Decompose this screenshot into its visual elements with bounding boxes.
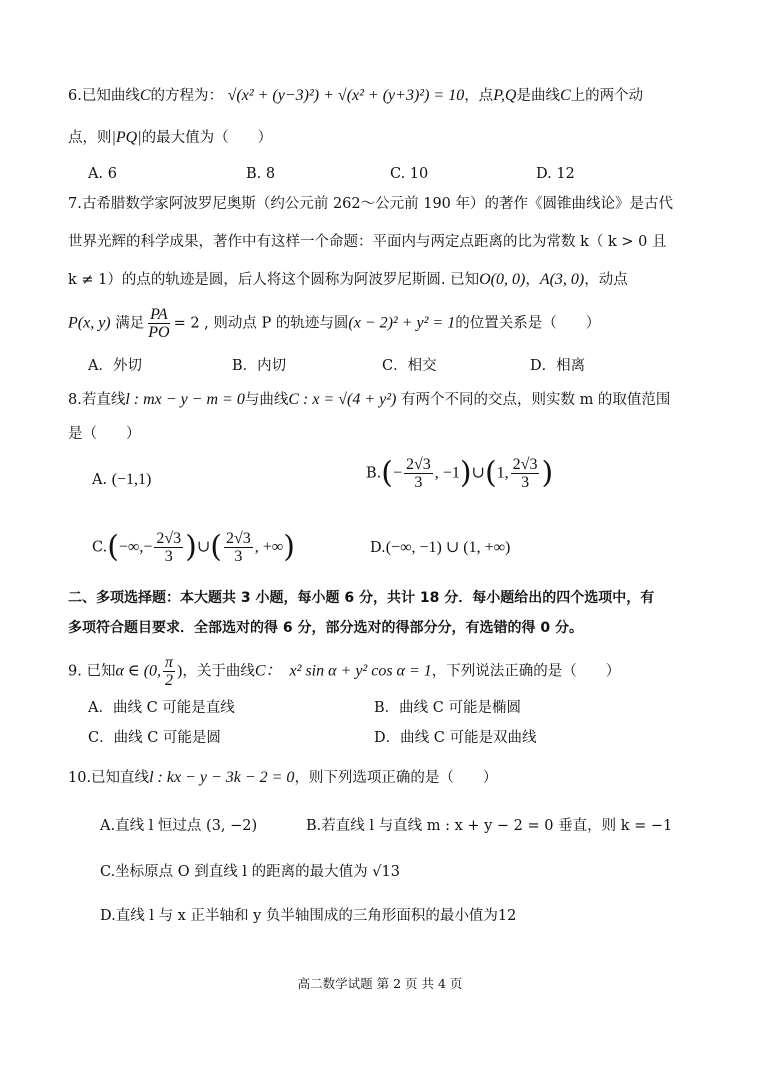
q7-ratio-fraction bbox=[146, 306, 171, 341]
q6-pq-abs: |PQ| bbox=[111, 129, 142, 146]
q8c-den: 3 bbox=[164, 548, 173, 565]
q8-option-b bbox=[366, 456, 553, 491]
q7-point-p: P(x, y) bbox=[68, 314, 111, 332]
q8-paren-close2: ) bbox=[541, 455, 554, 491]
q8-frac-c1 bbox=[154, 530, 183, 565]
q8c-num2: 2√3 bbox=[226, 530, 251, 547]
q8-num: 2√3 bbox=[406, 456, 431, 473]
q7-frac-den: PO bbox=[148, 324, 170, 341]
section2-line1: 二、多项选择题：本大题共 3 小题，每小题 6 分，共计 18 分．每小题给出的四个选项中，有 bbox=[68, 590, 655, 606]
q6-option-a: A. 6 bbox=[88, 166, 117, 182]
q7-line2: 世界光辉的科学成果，著作中有这样一个命题：平面内与两定点距离的比为常数 k（ k > 0 且 bbox=[68, 234, 667, 250]
q8-minus: − bbox=[392, 464, 403, 482]
q6-curve-c: C bbox=[139, 87, 151, 104]
q6-line2 bbox=[68, 128, 272, 148]
q8c-num: 2√3 bbox=[156, 530, 182, 547]
q6-stem-b: 的方程为： bbox=[150, 88, 224, 104]
q8-option-d bbox=[370, 538, 510, 558]
q7-line3-a: k ≠ 1）的点的轨迹是圆，后人将这个圆称为阿波罗尼斯圆. 已知 bbox=[68, 272, 480, 288]
q9-alpha-range-a: α ∈ (0, bbox=[115, 662, 162, 680]
q9-option-d: D．曲线 C 可能是双曲线 bbox=[374, 730, 537, 746]
q9-stem-c: ，下列说法正确的是（ ） bbox=[431, 663, 621, 680]
q7-line4-e: 的位置关系是（ ） bbox=[455, 315, 601, 332]
q10-option-d: D.直线 l 与 x 正半轴和 y 负半轴围成的三角形面积的最小值为12 bbox=[100, 908, 517, 924]
q6-stem: 6.已知曲线 bbox=[68, 88, 140, 104]
q8-comma-neg1: , −1 bbox=[434, 464, 460, 482]
q10-stem-b: ，则下列选项正确的是（ ） bbox=[294, 770, 498, 786]
q8-option-a bbox=[92, 470, 151, 490]
q10-line1 bbox=[68, 768, 497, 788]
q7-line4-c: = 2 , 则动点 P 的轨迹与圆 bbox=[173, 315, 349, 332]
q8-line1-e: 有两个不同的交点，则实数 m 的取值范围 bbox=[396, 392, 671, 408]
q9-curve-eq: C： x² sin α + y² cos α = 1 bbox=[254, 662, 432, 680]
q8-opt-a-label: A. bbox=[92, 472, 108, 488]
q9-option-a: A．曲线 C 可能是直线 bbox=[88, 700, 235, 716]
q8-paren-open: ( bbox=[381, 455, 393, 491]
q8-line-eq: l : mx − y − m = 0 bbox=[125, 391, 245, 408]
q10-line-eq: l : kx − y − 3k − 2 = 0 bbox=[149, 769, 295, 786]
q8c-paren-close: ) bbox=[185, 529, 197, 565]
q8-curve-eq: C : x = √(4 + y²) bbox=[288, 391, 397, 408]
q6-stem-d: 是曲线 bbox=[516, 88, 560, 104]
q6-option-b: B. 8 bbox=[246, 166, 276, 182]
q7-option-a: A．外切 bbox=[88, 358, 142, 374]
q8-line1-c: 与曲线 bbox=[244, 392, 289, 408]
q7-line3 bbox=[68, 270, 628, 290]
q8-opt-d-label: D. bbox=[370, 540, 386, 556]
q8c-neg-inf: −∞, bbox=[118, 538, 144, 556]
q6-line2-a: 点，则 bbox=[68, 130, 112, 146]
q8c-paren-close2: ) bbox=[283, 529, 295, 565]
q9-stem-a: 9. 已知 bbox=[68, 663, 116, 680]
page-footer: 高二数学试题 第 2 页 共 4 页 bbox=[297, 976, 463, 991]
q9-line1 bbox=[68, 654, 620, 689]
q8c-pos-inf: , +∞ bbox=[254, 538, 284, 556]
q8-den2: 3 bbox=[521, 474, 530, 491]
q8c-den2: 3 bbox=[234, 548, 243, 565]
q7-option-b: B．内切 bbox=[232, 358, 287, 374]
q8c-paren-open2: ( bbox=[210, 529, 222, 565]
q8-option-c bbox=[92, 530, 295, 565]
q9-alpha-range-b: ) bbox=[177, 662, 183, 680]
q8-paren-close: ) bbox=[459, 455, 472, 491]
q10-option-c: C.坐标原点 O 到直线 l 的距离的最大值为 √13 bbox=[100, 864, 400, 880]
q10-option-a: A.直线 l 恒过点 (3, −2) bbox=[100, 818, 258, 834]
q8-paren-open2: ( bbox=[484, 455, 497, 491]
q6-stem-c: ，点 bbox=[464, 88, 494, 104]
q7-line3-e: ，动点 bbox=[584, 272, 628, 288]
q8-opt-a-value: (−1,1) bbox=[111, 471, 152, 488]
q6-equation: √(x² + (y−3)²) + √(x² + (y+3)²) = 10 bbox=[227, 87, 465, 104]
q9-option-c: C．曲线 C 可能是圆 bbox=[88, 730, 221, 746]
q8-frac-c2 bbox=[224, 530, 253, 565]
q8-den: 3 bbox=[414, 474, 423, 491]
q7-circle-eq: (x − 2)² + y² = 1 bbox=[348, 314, 456, 332]
q7-frac-num: PA bbox=[150, 306, 168, 323]
q8c-union: ∪ bbox=[196, 538, 211, 556]
q6-option-d: D. 12 bbox=[536, 166, 575, 182]
q8-frac-b1 bbox=[404, 456, 433, 491]
q8c-minus: − bbox=[143, 538, 153, 556]
q7-line4-b: 满足 bbox=[110, 315, 145, 332]
q7-line3-c: ， bbox=[525, 272, 540, 288]
q7-line1: 7.古希腊数学家阿波罗尼奥斯（约公元前 262～公元前 190 年）的著作《圆锥曲线论》是古代 bbox=[68, 196, 674, 212]
q9-pi: π bbox=[165, 654, 174, 671]
q6-points: P,Q bbox=[493, 87, 517, 104]
q9-pi-over-2 bbox=[163, 654, 175, 689]
q6-curve-c2: C bbox=[559, 87, 571, 104]
q6-line1 bbox=[68, 86, 643, 106]
q8-line1-a: 8.若直线 bbox=[68, 392, 126, 408]
section2-line2: 多项符合题目要求．全部选对的得 6 分，部分选对的得部分分，有选错的得 0 分。 bbox=[68, 620, 583, 636]
q8-opt-d-value: (−∞, −1) ∪ (1, +∞) bbox=[385, 539, 511, 556]
q6-option-c: C. 10 bbox=[390, 166, 429, 182]
q9-stem-b: ，关于曲线 bbox=[182, 663, 255, 680]
q8-line2: 是（ ） bbox=[68, 426, 141, 442]
q7-point-o: O(0, 0) bbox=[479, 271, 526, 288]
q8-opt-c-label: C. bbox=[92, 539, 108, 556]
q10-option-b: B.若直线 l 与直线 m : x + y − 2 = 0 垂直，则 k = −1 bbox=[306, 818, 673, 834]
q7-option-c: C．相交 bbox=[382, 358, 437, 374]
q8-num2: 2√3 bbox=[512, 456, 538, 473]
q6-stem-e: 上的两个动 bbox=[570, 88, 644, 104]
q10-stem-a: 10.已知直线 bbox=[68, 770, 150, 786]
q8-opt-b-label: B. bbox=[366, 465, 382, 482]
q8-frac-b2 bbox=[511, 456, 540, 491]
q6-line2-b: 的最大值为（ ） bbox=[141, 130, 273, 146]
q8c-paren-open: ( bbox=[107, 529, 119, 565]
q7-point-a: A(3, 0) bbox=[539, 271, 585, 288]
q7-option-d: D．相离 bbox=[530, 358, 586, 374]
q9-option-b: B．曲线 C 可能是椭圆 bbox=[374, 700, 521, 716]
q7-line4 bbox=[68, 306, 600, 341]
q8-union: ∪ bbox=[471, 464, 485, 482]
q8-line1 bbox=[68, 390, 670, 410]
q8-one-comma: 1, bbox=[496, 464, 509, 482]
q9-two: 2 bbox=[165, 672, 174, 689]
